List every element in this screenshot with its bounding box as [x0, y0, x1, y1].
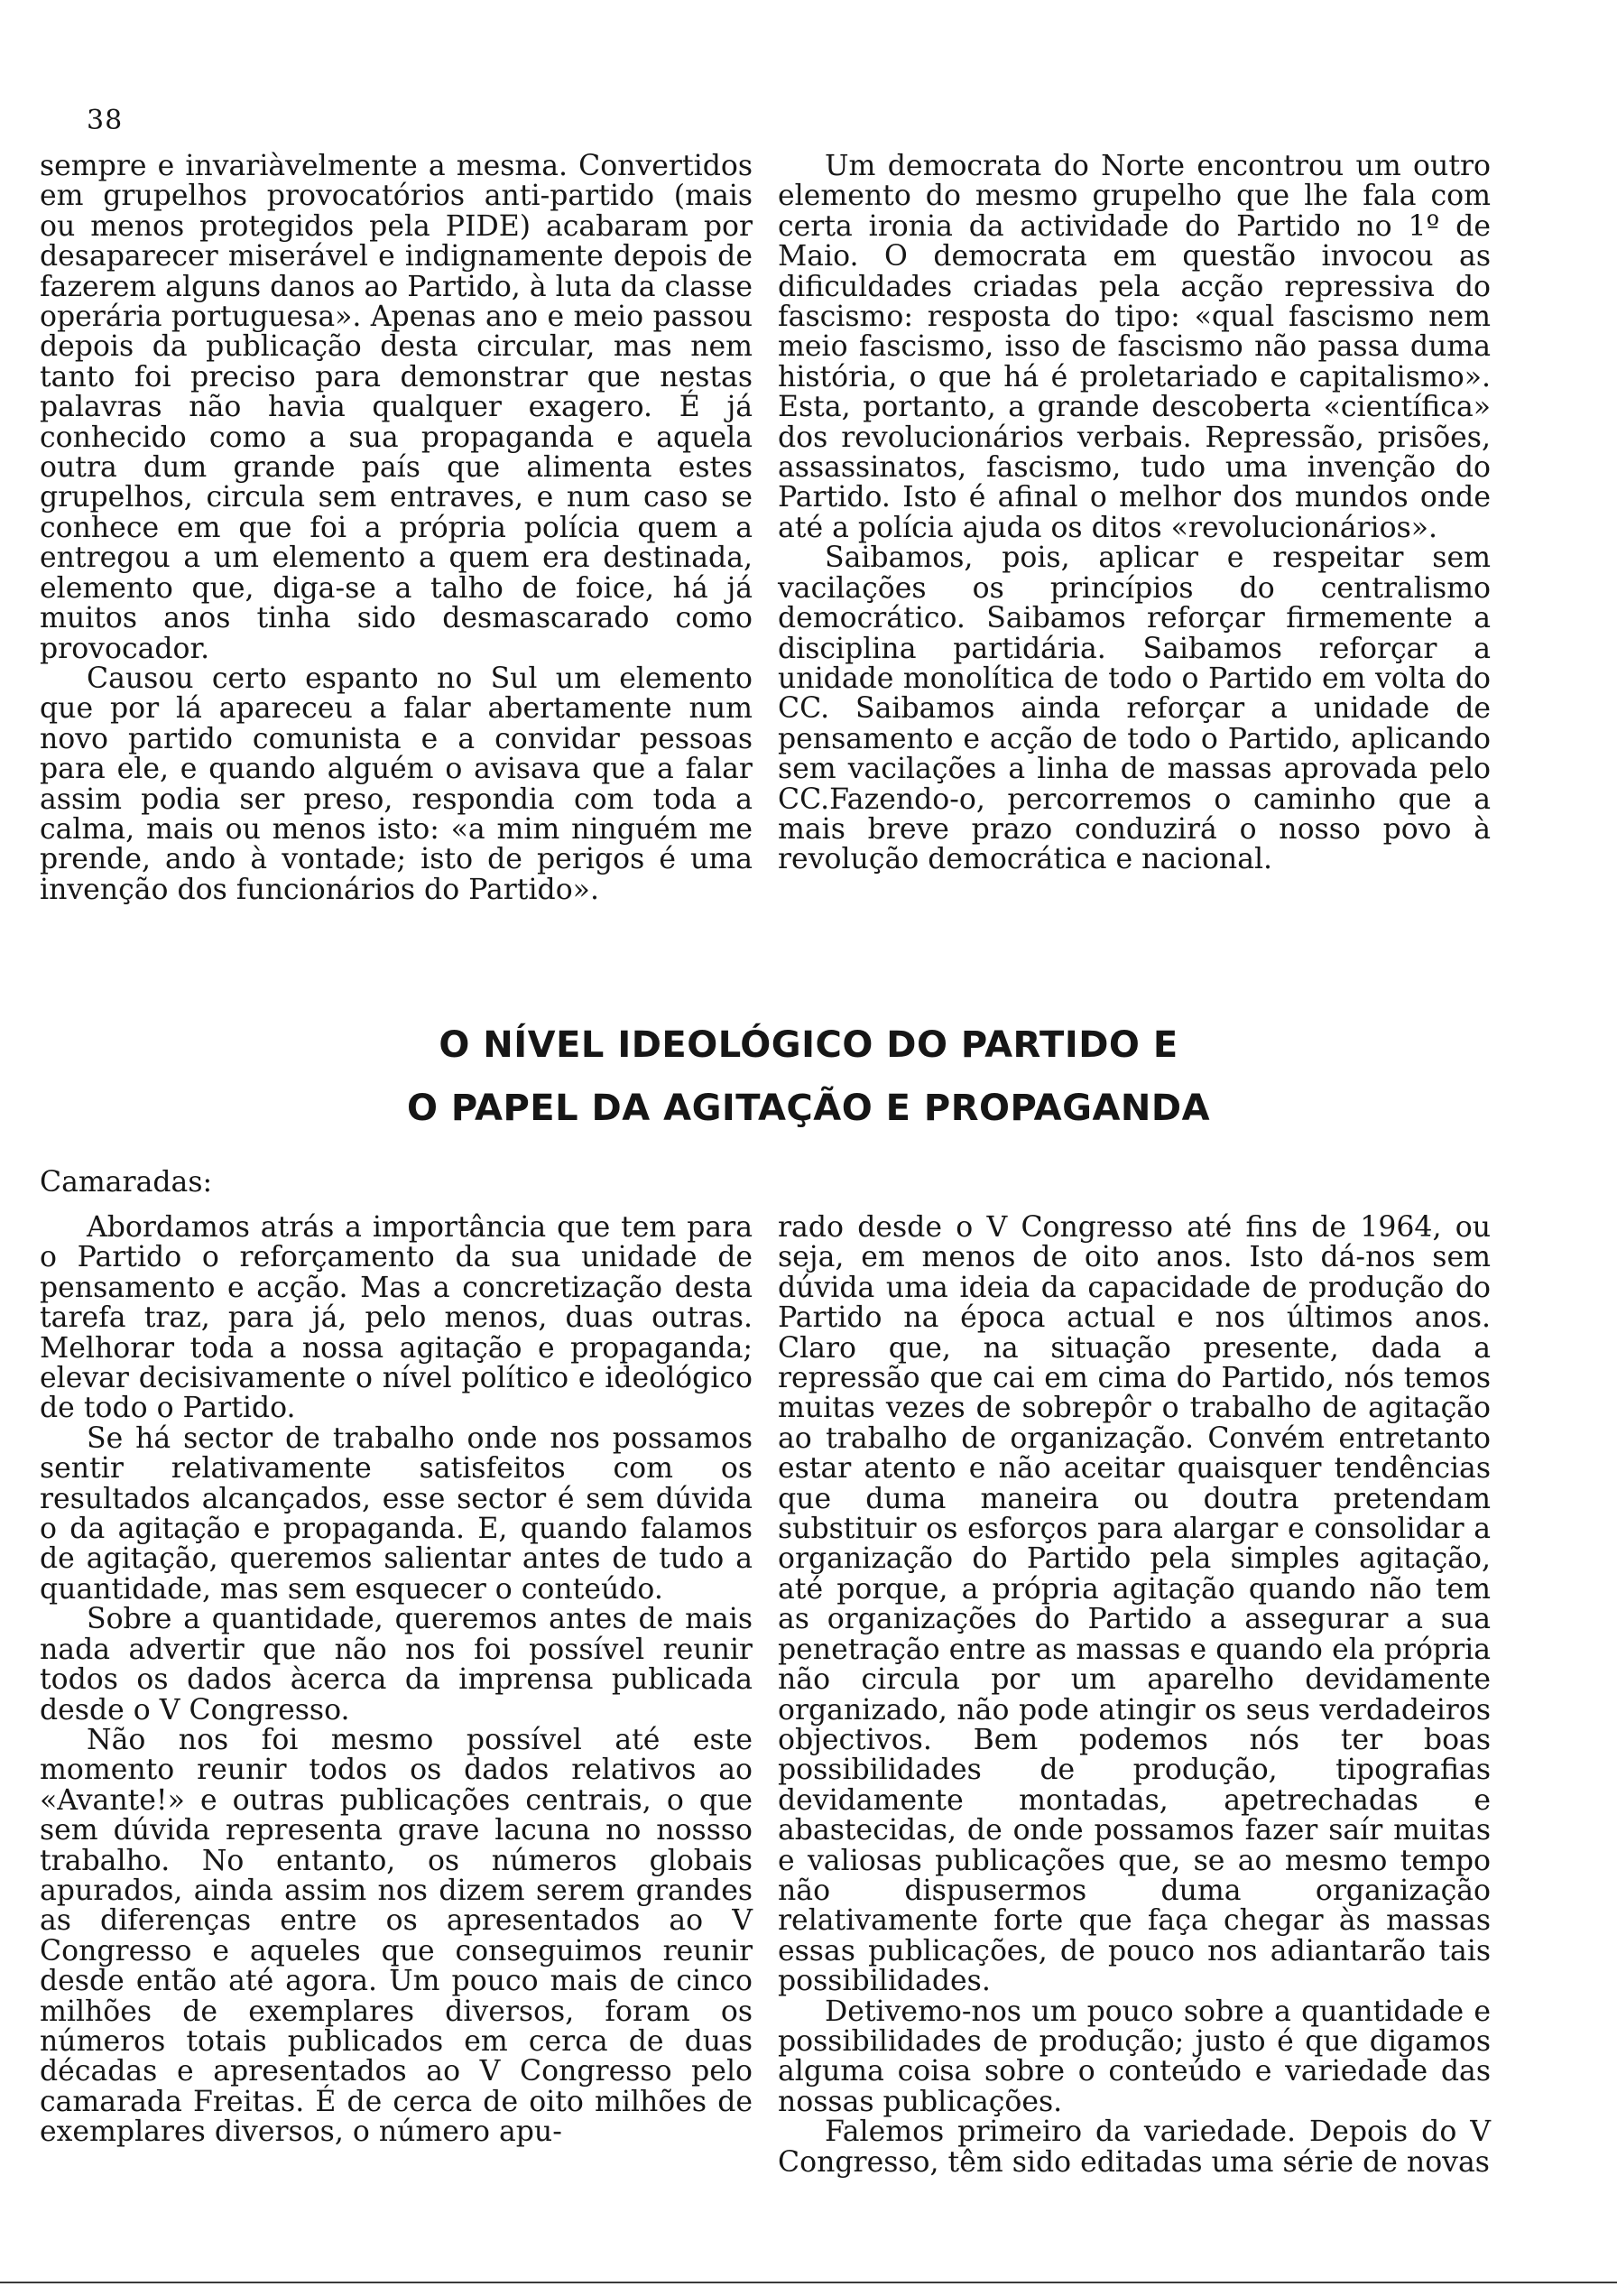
section-title-line-2: O PAPEL DA AGITAÇÃO E PROPAGANDA [406, 1088, 1211, 1129]
paragraph: Causou certo espanto no Sul um elemento que por lá apareceu a falar abertamente num novo partido comunista e a convidar pessoas para ele, e quando alguém o avisava que a falar assim podia ser preso, respondia com toda a calma, mais ou menos isto: «a mim ninguém me prende, ando à vontade; isto de perigos é uma invenção dos funcionários do Partido». [40, 662, 753, 906]
paragraph: sempre e invariàvelmente a mesma. Convertidos em grupelhos provocatórios anti-partido (mais ou menos protegidos pela PIDE) acabaram por desaparecer miserável e indignamente depois de fazerem alguns danos ao Partido, à luta da classe operária portuguesa». Apenas ano e meio passou depois da publicação desta circular, mas nem tanto foi preciso para demonstrar que nestas palavras não havia qualquer exagero. É já conhecido como a sua propaganda e aquela outra dum grande país que alimenta estes grupelhos, circula sem entraves, e num caso se conhece em que foi a própria polícia quem a entregou a um elemento a quem era destinada, elemento que, diga-se a talho de foice, há já muitos anos tinha sido desmascarado como provocador. [40, 150, 753, 665]
footer-rule [0, 2282, 1617, 2283]
paragraph: Não nos foi mesmo possível até este momento reunir todos os dados relativos ao «Avante!» e outras publicações centrais, o que sem dúvida representa grave lacuna no nossso trabalho. No entanto, os números globais apurados, ainda assim nos dizem serem grandes as diferenças entre os apresentados ao V Congresso e aqueles que conseguimos reunir desde então até agora. Um pouco mais de cinco milhões de exemplares diversos, foram os números totais publicados em cerca de duas décadas e apresentados ao V Congresso pelo camarada Freitas. É de cerca de oito milhões de exemplares diversos, o número apu- [40, 1723, 753, 2149]
paragraph: Saibamos, pois, aplicar e respeitar sem vacilações os princípios do centralismo democrático. Saibamos reforçar firmemente a disciplina partidária. Saibamos reforçar a unidade monolítica de todo o Partido em volta do CC. Saibamos ainda reforçar a unidade de pensamento e acção de todo o Partido, aplicando sem vacilações a linha de massas aprovada pelo CC.Fazendo-o, percorremos o caminho que a mais breve prazo conduzirá o nosso povo à revolução democrática e nacional. [778, 542, 1491, 876]
paragraph: Um democrata do Norte encontrou um outro elemento do mesmo grupelho que lhe fala com certa ironia da actividade do Partido no 1º de Maio. O democrata em questão invocou as dificuldades criadas pela acção repressiva do fascismo: resposta do tipo: «qual fascismo nem meio fascismo, isso de fascismo não passa duma história, o que há é proletariado e capitalismo». Esta, portanto, a grande descoberta «científica» dos revolucionários verbais. Repressão, prisões, assassinatos, fascismo, tudo uma invenção do Partido. Isto é afinal o melhor dos mundos onde até a polícia ajuda os ditos «revolucionários». [778, 150, 1491, 544]
bottom-left-column [40, 1213, 753, 2148]
paragraph: rado desde o V Congresso até fins de 1964, ou seja, em menos de oito anos. Isto dá-nos sem dúvida uma ideia da capacidade de produção do Partido na época actual e nos últimos anos. Claro que, na situação presente, dada a repressão que cai em cima do Partido, nós temos muitas vezes de sobrepôr o trabalho de agitação ao trabalho de organização. Convém entretanto estar atento e não aceitar quaisquer tendências que duma maneira ou doutra pretendam substituir os esforços para alargar e consolidar a organização do Partido pela simples agitação, até porque, a própria agitação quando não tem as organizações do Partido a assegurar a sua penetração entre as massas e quando ela própria não circula por um aparelho devidamente organizado, não pode atingir os seus verdadeiros objectivos. Bem podemos nós ter boas possibilidades de produção, tipografias devidamente montadas, apetrechadas e abastecidas, de onde possamos fazer saír muitas e valiosas publicações que, se ao mesmo tempo não dispusermos duma organização relativamente forte que faça chegar às massas essas publicações, de pouco nos adiantarão tais possibilidades. [778, 1211, 1491, 1998]
paragraph: Detivemo-nos um pouco sobre a quantidade e possibilidades de produção; justo é que digamos alguma coisa sobre o conteúdo e variedade das nossas publicações. [778, 1995, 1491, 2118]
paragraph: Sobre a quantidade, queremos antes de mais nada advertir que não nos foi possível reunir todos os dados àcerca da imprensa publicada desde o V Congresso. [40, 1603, 753, 1727]
paragraph: Abordamos atrás a importância que tem para o Partido o reforçamento da sua unidade de pensamento e acção. Mas a concretização desta tarefa traz, para já, pelo menos, duas outras. Melhorar toda a nossa agitação e propaganda; elevar decisivamente o nível político e ideológico de todo o Partido. [40, 1211, 753, 1425]
paragraph: Se há sector de trabalho onde nos possamos sentir relativamente satisfeitos com os resultados alcançados, esse sector é sem dúvida o da agitação e propaganda. E, quando falamos de agitação, queremos salientar antes de tudo a quantidade, mas sem esquecer o conteúdo. [40, 1421, 753, 1606]
paragraph: Falemos primeiro da variedade. Depois do V Congresso, têm sido editadas uma série de novas [778, 2115, 1491, 2179]
top-right-column [778, 152, 1491, 875]
page-number: 38 [87, 105, 124, 136]
section-title-line-1: O NÍVEL IDEOLÓGICO DO PARTIDO E [439, 1024, 1178, 1066]
top-left-column [40, 152, 753, 905]
salutation: Camaradas: [40, 1166, 213, 1199]
bottom-right-column [778, 1213, 1491, 2178]
